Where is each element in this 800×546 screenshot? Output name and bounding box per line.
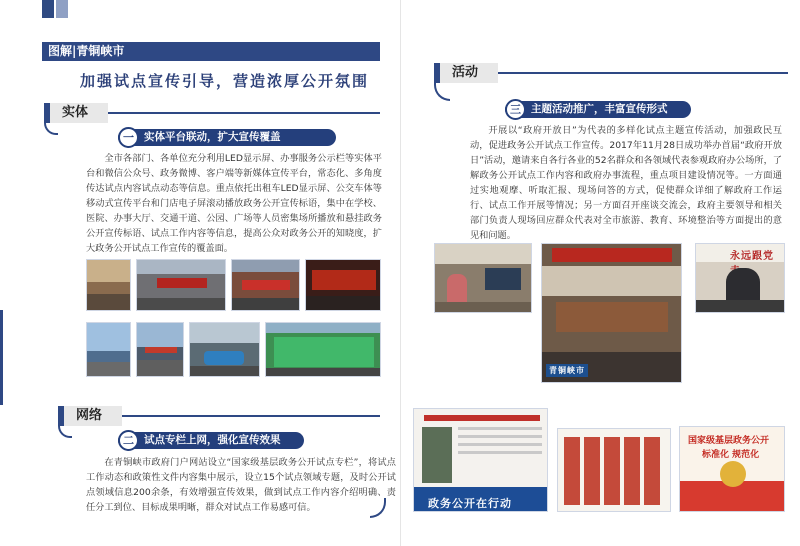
tab-rule — [108, 112, 380, 114]
photo-street-banner — [86, 322, 131, 377]
network-paragraph: 在青铜峡市政府门户网站设立“国家级基层政务公开试点专栏”，将试点工作动态和政策性文件内容集中展示，设立15个试点领域专题，及时公开试点领域信息200余条，有效增强宣传效果，做到试点工作内容介绍明确、责任分工到位、目标成果明晰，群众对试点工作易感可信。 — [86, 457, 396, 513]
photo-speaker — [695, 243, 785, 313]
section-number: 三 — [505, 99, 526, 120]
sub-heading-activity — [505, 101, 691, 118]
photo-bus — [265, 322, 381, 377]
photo-service-hall — [434, 243, 532, 313]
page-fold — [400, 0, 401, 546]
tab-rule — [122, 415, 380, 417]
corner-decoration — [42, 0, 82, 18]
activity-paragraph: 开展以“政府开放日”为代表的多样化试点主题宣传活动，加强政民互动，促进政务公开试点工作宣传。2017年11月28日成功举办首届“政府开放日”活动，邀请来自各行各业的52名群众和各领域代表参观政府办公场所，了解政务公开试点工作内容和政府办事流程，重点项目建设情况等。一方面通过实地观摩、听取汇报、现场问答的方式，促使群众详细了解政府工作运行、试点工作开展等情况；另一方面召开座谈交流会，政府主要领导和相关部门负责人现场回应群众代表对全市旅游、教育、环境整治等方面提出的意见和问题。 — [470, 125, 782, 241]
page-title: 图解|青铜峡市 — [42, 42, 380, 61]
sign-caption: 永远跟党 — [730, 251, 774, 262]
edge-marker — [0, 310, 3, 405]
photo-topic-grid — [557, 428, 671, 512]
tab-network: 网络 — [58, 406, 122, 426]
tab-curve — [58, 426, 72, 438]
sub-heading-text: 实体平台联动，扩大宣传覆盖 — [144, 131, 281, 143]
photo-poster — [679, 426, 785, 512]
section-number: 二 — [118, 430, 139, 451]
photo-meeting-room — [541, 243, 682, 383]
photo-led-sign — [305, 259, 381, 311]
screen-caption: 青铜峡市 — [546, 364, 588, 377]
sub-heading-text: 试点专栏上网，强化宣传效果 — [144, 434, 281, 446]
website-banner-text: 政务公开在行动 — [428, 497, 512, 510]
sub-heading-entity — [118, 129, 336, 146]
entity-paragraph: 全市各部门、各单位充分利用LED显示屏、办事服务公示栏等实体平台和微信公众号、政务微博、客户端等新媒体宣传平台，常态化、多角度传达试点内容试点动态等信息。重点依托出租车LED显示屏、公交车体等移动式宣传平台和门店电子屏滚动播放政务公开宣传标语，集中在学校、医院、办事大厅、交通干道、公园、广场等人员密集场所播放和悬挂政务公开宣传标语、试点工作内容等信息，提高公众对政务公开的知晓度，扩大政务公开试点工作宣传的覆盖面。 — [86, 153, 382, 254]
photo-taxi — [189, 322, 260, 377]
sub-heading-text: 主题活动推广，丰富宣传形式 — [531, 103, 668, 115]
tab-activity: 活动 — [434, 63, 498, 83]
photo-road-arch — [136, 322, 184, 377]
poster-title: 国家级基层政务公开 — [688, 436, 770, 446]
tab-entity: 实体 — [44, 103, 108, 123]
tab-rule — [498, 72, 788, 74]
photo-led-screen — [86, 259, 131, 311]
main-heading: 加强试点宣传引导，营造浓厚公开氛围 — [80, 72, 370, 90]
photo-website-column — [413, 408, 548, 512]
tab-curve — [44, 123, 58, 135]
poster-subtitle: 标准化 规范化 — [702, 450, 760, 460]
section-number: 一 — [118, 127, 139, 148]
photo-building — [136, 259, 226, 311]
photo-storefront — [231, 259, 300, 311]
sub-heading-network — [118, 432, 304, 449]
tab-curve — [434, 83, 450, 101]
corner-curve — [370, 498, 386, 518]
